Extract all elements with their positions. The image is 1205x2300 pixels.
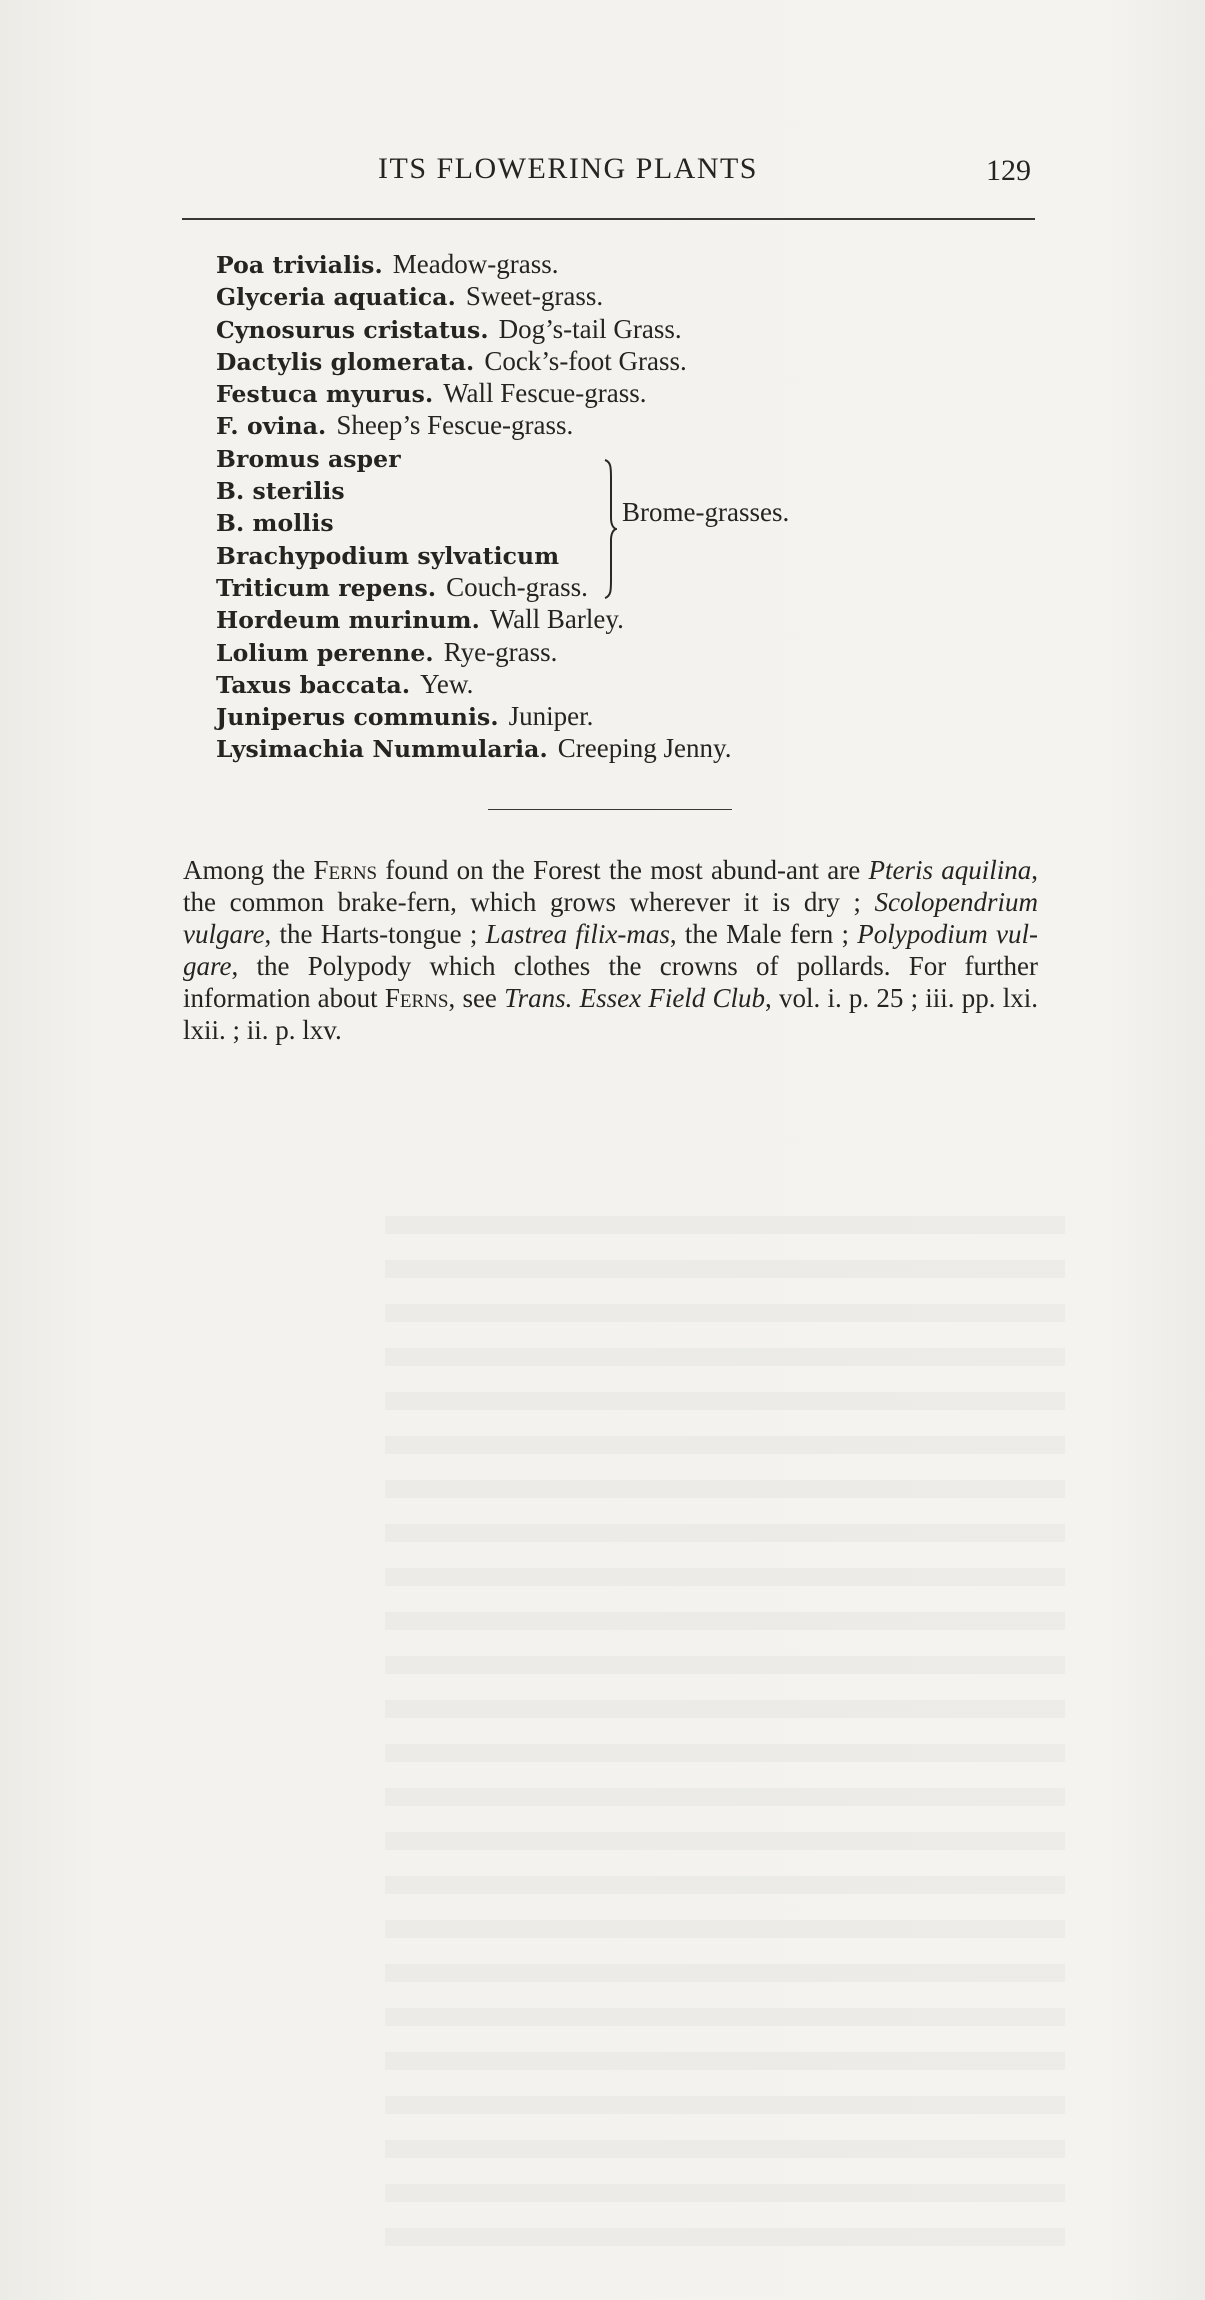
paragraph-text: , see [448, 983, 505, 1013]
latin-name: Glyceria aquatica. [216, 283, 456, 312]
header-rule [182, 218, 1035, 220]
list-item [216, 248, 732, 280]
common-name: Sweet-grass. [465, 281, 604, 312]
latin-name: Triticum repens. [216, 573, 437, 602]
paragraph-text: , vol. i. p. 25 ; iii. pp. lxi. lxii. ; ii. p. lxv. [183, 983, 1038, 1045]
latin-name: Dactylis glomerata. [216, 347, 475, 376]
running-title: ITS FLOWERING PLANTS [378, 152, 758, 185]
list-item [216, 539, 732, 571]
common-name: Dog’s-tail Grass. [498, 313, 682, 344]
paragraph-text: found on the Forest the most abund-ant are [377, 855, 869, 885]
latin-name: B. sterilis [216, 477, 345, 506]
common-name: Rye-grass. [443, 636, 558, 667]
latin-name: Cynosurus cristatus. [216, 315, 489, 344]
paragraph-text: Among the [183, 855, 314, 885]
brace-icon [603, 458, 617, 600]
show-through-text [385, 1190, 1065, 2250]
page-number: 129 [986, 154, 1031, 187]
list-item [216, 636, 732, 668]
latin-name: Hordeum murinum. [216, 606, 480, 635]
list-item [216, 700, 732, 732]
ferns-term: Ferns [384, 983, 449, 1013]
list-item [216, 280, 732, 312]
paragraph-text: , the Polypody which clothes the crowns of pollards. For further information about [183, 951, 1038, 1013]
common-name: Wall Fescue-grass. [443, 378, 647, 409]
latin-name: Taxus baccata. [216, 670, 411, 699]
ferns-term: Ferns [313, 855, 378, 885]
species-name: Pteris aquilina [868, 855, 1032, 885]
common-name: Wall Barley. [489, 604, 624, 635]
common-name: Yew. [420, 668, 474, 699]
brome-group-label: Brome-grasses. [622, 497, 790, 527]
common-name: Juniper. [508, 701, 594, 732]
common-name: Sheep’s Fescue-grass. [336, 410, 574, 441]
latin-name: Festuca myurus. [216, 380, 434, 409]
paragraph-text: , the Harts-tongue ; [264, 919, 486, 949]
paragraph-text: , the common brake-fern, which grows wherever it is dry ; [183, 855, 1038, 917]
list-item [216, 377, 732, 409]
species-name: Lastrea filix-mas [485, 919, 670, 949]
latin-name: Lolium perenne. [216, 638, 434, 667]
list-item [216, 571, 732, 603]
ferns-paragraph [183, 854, 1038, 1046]
common-name: Couch-grass. [446, 571, 588, 602]
common-name: Creeping Jenny. [557, 733, 732, 764]
section-divider [488, 809, 732, 810]
latin-name: Poa trivialis. [216, 251, 383, 279]
common-name: Cock’s-foot Grass. [484, 345, 687, 376]
list-item [216, 442, 732, 474]
list-item [216, 668, 732, 700]
latin-name: Lysimachia Nummularia. [216, 735, 548, 764]
latin-name: B. mollis [216, 509, 334, 538]
paragraph-text: , the Male fern ; [669, 919, 858, 949]
common-name: Meadow-grass. [392, 249, 559, 279]
journal-title: Trans. Essex Field Club [504, 983, 766, 1013]
latin-name: Brachypodium sylvaticum [216, 541, 560, 570]
latin-name: Juniperus communis. [216, 703, 499, 732]
list-item [216, 345, 732, 377]
species-name: Polypodium vul-gare [183, 919, 1038, 981]
list-item [216, 732, 732, 764]
latin-name: Bromus asper [216, 444, 401, 473]
list-item [216, 603, 732, 635]
list-item [216, 313, 732, 345]
latin-name: F. ovina. [216, 412, 327, 441]
species-name: Scolopendrium vulgare [183, 887, 1038, 949]
list-item [216, 409, 732, 441]
